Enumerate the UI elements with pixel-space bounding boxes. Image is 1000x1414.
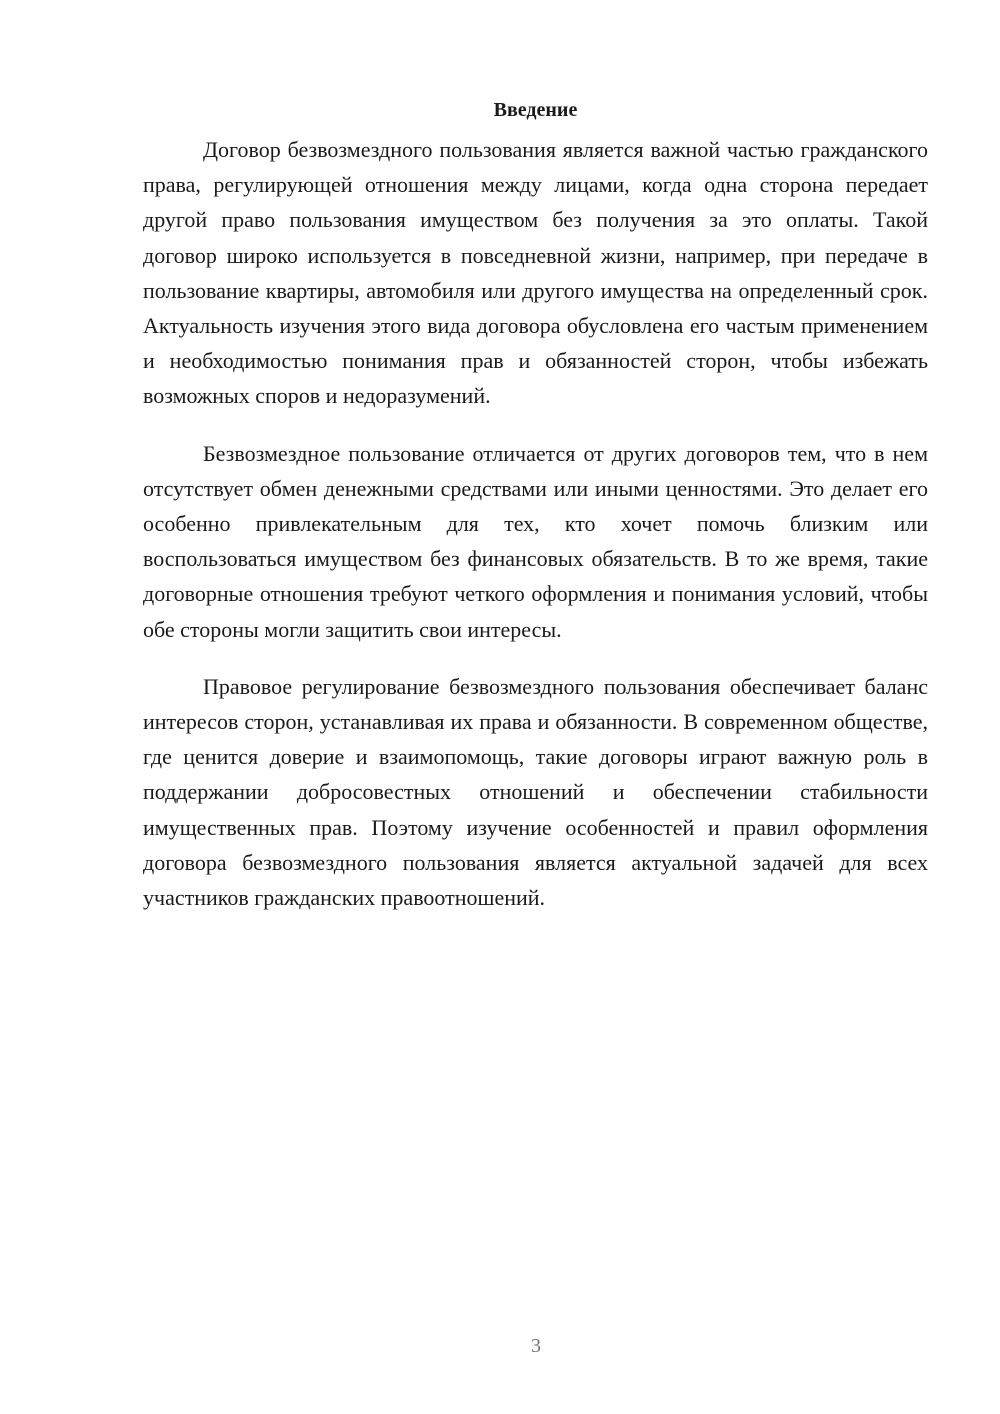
page-number: 3 <box>531 1335 541 1357</box>
paragraph-1: Договор безвозмездного пользования является важной частью гражданского права, регулирующей отношения между лицами, когда одна сторона передает другой право пользования имуществом без получения за это оплаты. Такой договор широко используется в повседневной жизни, например, при передаче в пользование квартиры, автомобиля или другого имущества на определенный срок. Актуальность изучения этого вида договора обусловлена его частым применением и необходимостью понимания прав и обязанностей сторон, чтобы избежать возможных споров и недоразумений. <box>143 137 928 409</box>
section-title: Введение <box>493 99 578 121</box>
paragraph-3: Правовое регулирование безвозмездного пользования обеспечивает баланс интересов сторон, устанавливая их права и обязанности. В современном обществе, где ценится доверие и взаимопомощь, такие договоры играют важную роль в поддержании добросовестных отношений и обеспечении стабильности имущественных прав. Поэтому изучение особенностей и правил оформления договора безвозмездного пользования является актуальной задачей для всех участников гражданских правоотношений. <box>143 673 928 911</box>
document-page <box>143 96 928 937</box>
paragraph-2: Безвозмездное пользование отличается от других договоров тем, что в нем отсутствует обмен денежными средствами или иными ценностями. Это делает его особенно привлекательным для тех, кто хочет помочь близким или воспользоваться имуществом без финансовых обязательств. В то же время, такие договорные отношения требуют четкого оформления и понимания условий, чтобы обе стороны могли защитить свои интересы. <box>143 440 928 642</box>
